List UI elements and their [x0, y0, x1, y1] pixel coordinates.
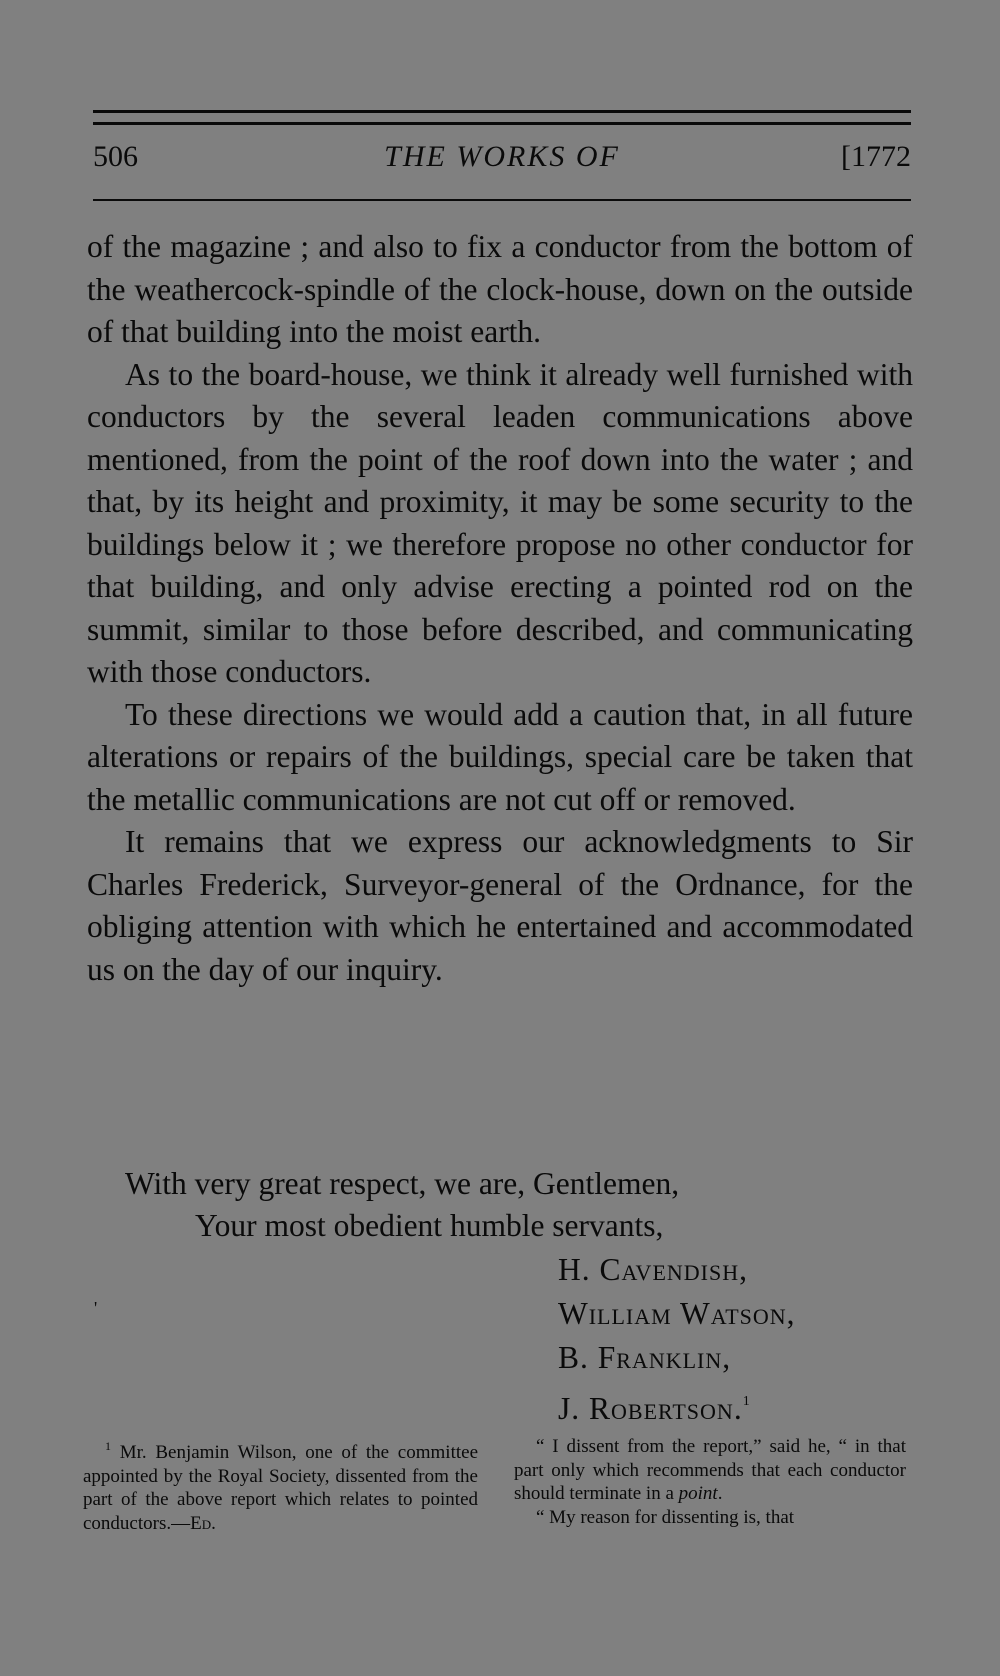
header-year: [1772	[841, 140, 911, 173]
closing-servants: Your most obedient humble servants,	[195, 1208, 664, 1243]
signature-cavendish: H. Cavendish,	[558, 1252, 748, 1287]
footnote-reference: 1	[742, 1394, 751, 1409]
signature-robertson-line	[558, 1380, 796, 1431]
page-number: 506	[93, 140, 138, 173]
body-text	[87, 226, 913, 991]
running-title: THE WORKS OF	[384, 140, 620, 173]
footnote-right-column	[514, 1435, 906, 1529]
footnote-italic-point: point	[678, 1483, 718, 1504]
footnote-marker: 1	[105, 1439, 111, 1453]
closing-salutation: With very great respect, we are, Gentlemen,	[125, 1166, 680, 1201]
paragraph-board-house: As to the board-house, we think it already well furnished with conductors by the several leaden communications above mentioned, from the point of the roof down into the water ; and that, by its height and proximity, it may be some security to the buildings below it ; we therefore propose no other conductor for that building, and only advise erecting a pointed rod on the summit, similar to those before described, and communicating with those conductors.	[87, 356, 913, 689]
signature-robertson: J. Robertson.	[558, 1391, 743, 1426]
running-header	[93, 140, 911, 180]
footnote-left-column	[83, 1435, 478, 1535]
paragraph-caution: To these directions we would add a caution that, in all future alterations or repairs of the buildings, special care be taken that the metallic communications are not cut off or removed.	[87, 696, 913, 817]
signature-franklin: B. Franklin,	[558, 1340, 732, 1375]
stray-mark: '	[94, 1298, 98, 1318]
footnote-1-text: Mr. Benjamin Wilson, one of the committee appointed by the Royal Society, dissented from the part of the above report which relates to pointed conductors.—	[83, 1442, 478, 1534]
header-rule	[93, 199, 911, 201]
paragraph-acknowledgments: It remains that we express our acknowledgments to Sir Charles Frederick, Surveyor-general of the Ordnance, for the obliging attention with which he entertained and accommodated us on the day of our inquiry.	[87, 824, 913, 987]
top-double-rule-upper	[93, 110, 911, 113]
footnote-quote-1: “ I dissent from the report,” said he, “ in that part only which recommends that each conductor should terminate in a point.	[514, 1436, 906, 1504]
footnote-quote-2: “ My reason for dissenting is, that	[536, 1506, 795, 1528]
top-double-rule-lower	[93, 122, 911, 125]
paragraph-continuation: of the magazine ; and also to fix a conductor from the bottom of the weathercock-spindle of the clock-house, down on the outside of that building into the moist earth.	[87, 229, 913, 349]
signature-block	[558, 1248, 796, 1431]
signature-watson: William Watson,	[558, 1296, 796, 1331]
footnote-1	[83, 1435, 478, 1535]
footnote-1-editor: Ed.	[190, 1512, 216, 1534]
